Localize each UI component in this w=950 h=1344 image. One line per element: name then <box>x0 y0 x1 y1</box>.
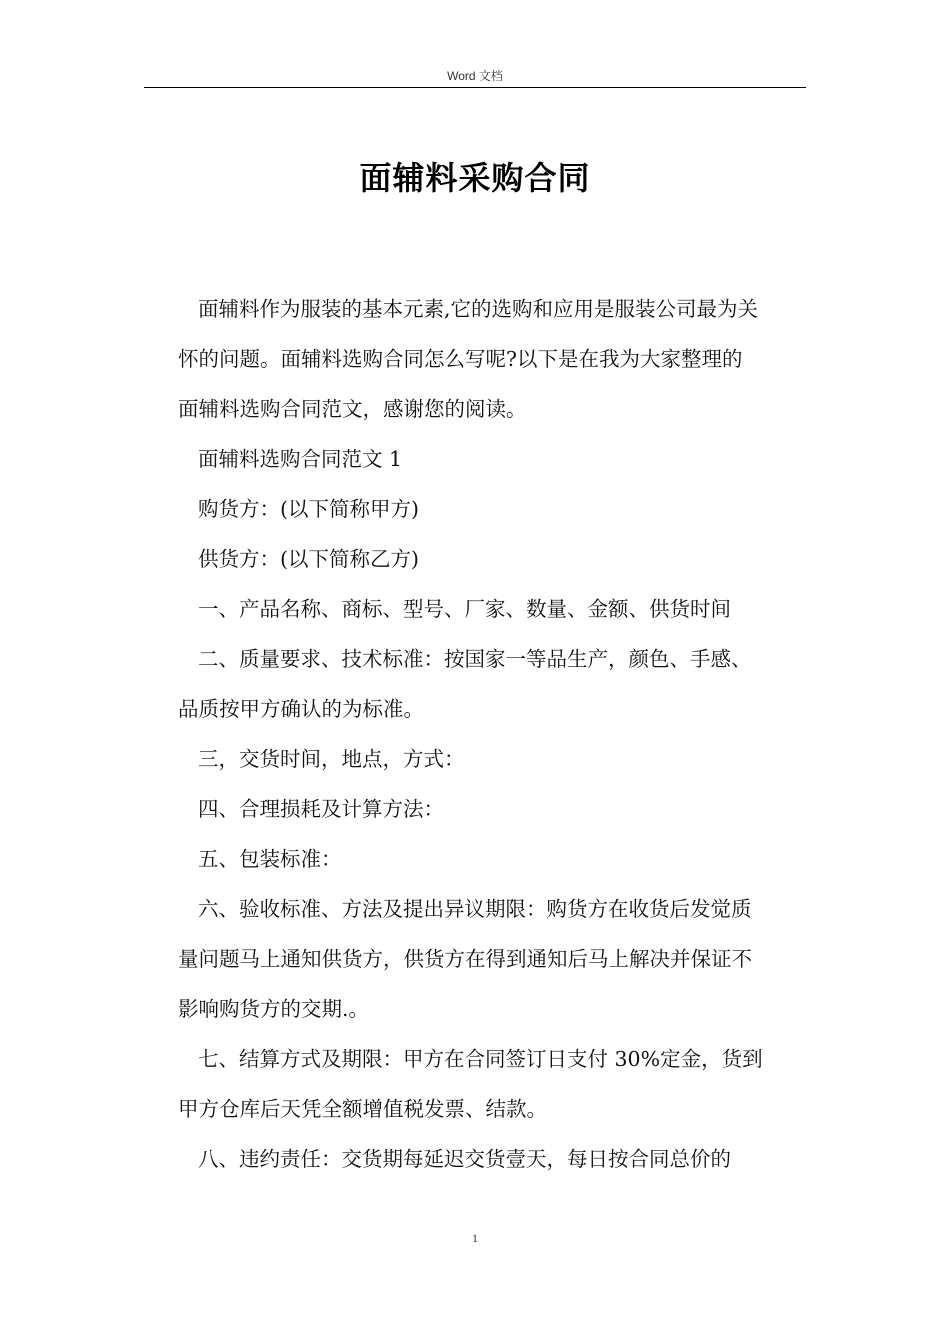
body-line: 怀的问题。面辅料选购合同怎么写呢?以下是在我为大家整理的 <box>178 347 743 371</box>
body-line: 一、产品名称、商标、型号、厂家、数量、金额、供货时间 <box>198 597 731 621</box>
header-divider <box>144 87 806 88</box>
body-line: 面辅料选购合同范文，感谢您的阅读。 <box>178 397 527 421</box>
body-line: 甲方仓库后天凭全额增值税发票、结款。 <box>178 1097 547 1121</box>
body-line: 五、包装标准： <box>198 847 342 871</box>
body-line: 量问题马上通知供货方，供货方在得到通知后马上解决并保证不 <box>178 947 752 971</box>
body-line: 购货方：(以下简称甲方) <box>198 497 419 521</box>
page-header-label: Word 文档 <box>447 69 503 83</box>
body-line: 面辅料作为服装的基本元素,它的选购和应用是服装公司最为关 <box>198 297 759 321</box>
body-line: 供货方：(以下简称乙方) <box>198 547 419 571</box>
body-line: 品质按甲方确认的为标准。 <box>178 697 424 721</box>
body-line: 三，交货时间，地点，方式： <box>198 747 465 771</box>
body-line: 四、合理损耗及计算方法： <box>198 797 444 821</box>
document-body <box>178 284 810 1184</box>
document-title: 面辅料采购合同 <box>359 159 591 197</box>
body-line: 面辅料选购合同范文 1 <box>198 447 403 471</box>
body-line: 影响购货方的交期.。 <box>178 997 370 1021</box>
body-line: 二、质量要求、技术标准：按国家一等品生产，颜色、手感、 <box>198 647 752 671</box>
body-line: 六、验收标准、方法及提出异议期限：购货方在收货后发觉质 <box>198 897 752 921</box>
body-line: 七、结算方式及期限：甲方在合同签订日支付 30%定金，货到 <box>198 1047 763 1071</box>
body-line: 八、违约责任：交货期每延迟交货壹天，每日按合同总价的 <box>198 1147 731 1171</box>
page-number: 1 <box>472 1231 478 1245</box>
